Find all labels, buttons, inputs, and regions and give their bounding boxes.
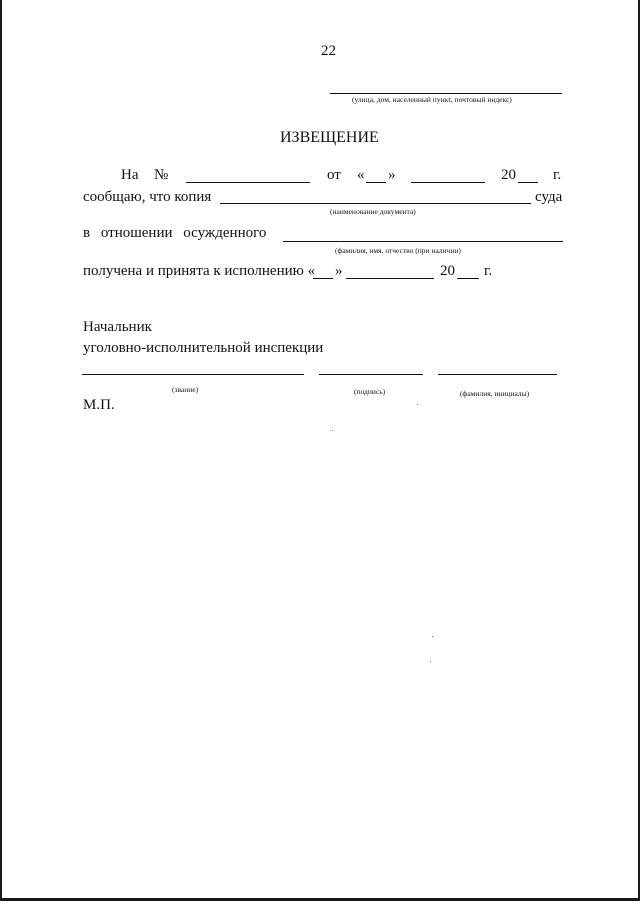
document-name-caption: (наименование документа) bbox=[330, 207, 416, 216]
quote-open: « bbox=[357, 167, 365, 183]
stamp-label: М.П. bbox=[83, 397, 115, 413]
full-name-caption: (фамилия, инициалы) bbox=[460, 389, 530, 398]
year-field-line[interactable] bbox=[518, 182, 538, 183]
court-label: суда bbox=[535, 189, 563, 205]
rank-line[interactable] bbox=[82, 374, 304, 375]
convict-name-line[interactable] bbox=[283, 241, 563, 242]
convict-text: в отношении осужденного bbox=[83, 225, 267, 241]
scan-speck bbox=[430, 661, 431, 662]
signature-caption: (подпись) bbox=[354, 387, 386, 396]
document-name-line[interactable] bbox=[220, 203, 531, 204]
month-field-line[interactable] bbox=[411, 182, 485, 183]
received-month-line[interactable] bbox=[346, 278, 434, 279]
number-field-line[interactable] bbox=[186, 182, 310, 183]
na-label: На bbox=[121, 167, 139, 183]
year-prefix: 20 bbox=[501, 167, 516, 183]
quote-close: » bbox=[388, 167, 396, 183]
full-name-line[interactable] bbox=[438, 374, 557, 375]
convict-name-caption: (фамилия, имя, отчество (при наличии) bbox=[335, 246, 461, 255]
year-suffix: г. bbox=[553, 167, 562, 183]
inspection-title: уголовно-исполнительной инспекции bbox=[83, 340, 324, 356]
scan-speck bbox=[432, 636, 433, 637]
number-sign: № bbox=[154, 167, 169, 183]
received-quote-close: » bbox=[335, 263, 343, 279]
scan-speck bbox=[417, 404, 418, 405]
scan-edge-left bbox=[0, 0, 2, 901]
day-field-line[interactable] bbox=[366, 182, 386, 183]
page-number: 22 bbox=[321, 43, 336, 59]
received-day-line[interactable] bbox=[313, 278, 333, 279]
copy-text: сообщаю, что копия bbox=[83, 189, 212, 205]
signature-line[interactable] bbox=[319, 374, 423, 375]
address-line bbox=[330, 93, 562, 94]
scan-speck bbox=[332, 430, 333, 431]
rank-caption: (звание) bbox=[172, 385, 199, 394]
received-year-line[interactable] bbox=[457, 278, 479, 279]
received-year-suffix: г. bbox=[484, 263, 493, 279]
ot-label: от bbox=[327, 167, 341, 183]
received-text: получена и принята к исполнению « bbox=[83, 263, 316, 279]
address-caption: (улица, дом, населенный пункт, почтовый индекс) bbox=[352, 95, 512, 104]
document-title: ИЗВЕЩЕНИЕ bbox=[280, 129, 379, 146]
chief-title: Начальник bbox=[83, 319, 152, 335]
received-year-prefix: 20 bbox=[440, 263, 455, 279]
